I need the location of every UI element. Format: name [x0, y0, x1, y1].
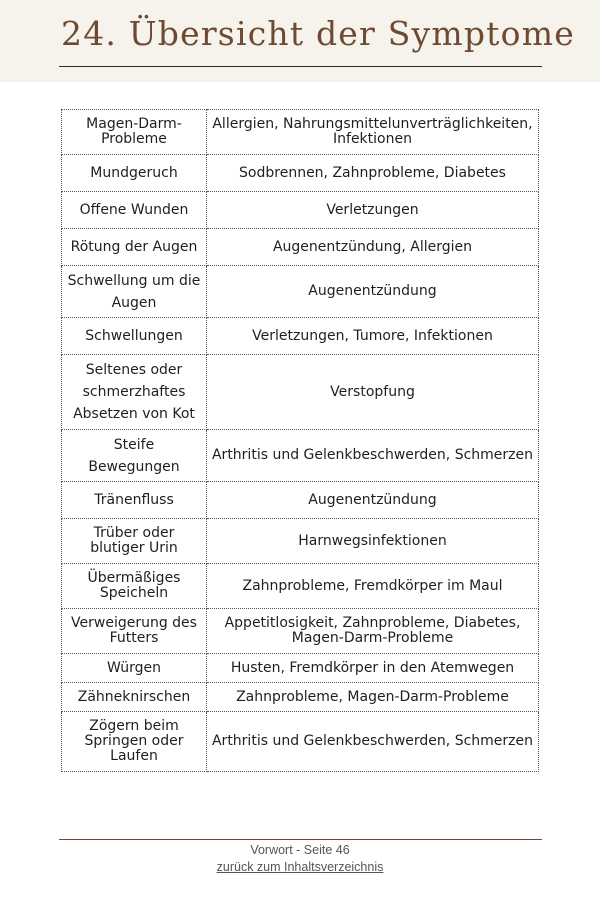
- symptom-cell: Rötung der Augen: [62, 229, 207, 266]
- symptom-cell: Übermäßiges Speicheln: [62, 564, 207, 609]
- table-row: [62, 712, 539, 772]
- table-row: [62, 482, 539, 519]
- table-row: [62, 266, 539, 318]
- cause-cell: Sodbrennen, Zahnprobleme, Diabetes: [207, 155, 539, 192]
- symptom-cell: Mundgeruch: [62, 155, 207, 192]
- cause-cell: Verstopfung: [207, 355, 539, 430]
- cause-cell: Zahnprobleme, Magen-Darm-Probleme: [207, 683, 539, 712]
- symptom-cell: Steife Bewegungen: [62, 430, 207, 482]
- page-header: [0, 0, 600, 82]
- table-row: [62, 110, 539, 155]
- table-row: [62, 192, 539, 229]
- table-row: [62, 609, 539, 654]
- table-of-contents-link[interactable]: zurück zum Inhaltsverzeichnis: [216, 860, 384, 874]
- cause-cell: Appetitlosigkeit, Zahnprobleme, Diabetes, Magen-Darm-Probleme: [207, 609, 539, 654]
- symptom-cell: Seltenes oder schmerzhaftes Absetzen von Kot: [62, 355, 207, 430]
- cause-cell: Allergien, Nahrungsmittelunverträglichkeiten, Infektionen: [207, 110, 539, 155]
- cause-cell: Augenentzündung, Allergien: [207, 229, 539, 266]
- table-row: [62, 654, 539, 683]
- table-row: [62, 155, 539, 192]
- symptom-cell: Verweigerung des Futters: [62, 609, 207, 654]
- cause-cell: Zahnprobleme, Fremdkörper im Maul: [207, 564, 539, 609]
- cause-cell: Verletzungen, Tumore, Infektionen: [207, 318, 539, 355]
- toc-link-wrapper: [0, 860, 600, 874]
- cause-cell: Augenentzündung: [207, 482, 539, 519]
- table-row: [62, 430, 539, 482]
- cause-cell: Augenentzündung: [207, 266, 539, 318]
- table-row: [62, 355, 539, 430]
- symptom-cell: Schwellung um die Augen: [62, 266, 207, 318]
- symptom-cell: Zähneknirschen: [62, 683, 207, 712]
- symptom-cell: Tränenfluss: [62, 482, 207, 519]
- cause-cell: Arthritis und Gelenkbeschwerden, Schmerzen: [207, 712, 539, 772]
- cause-cell: Harnwegsinfektionen: [207, 519, 539, 564]
- title-divider: [59, 66, 542, 67]
- symptom-cell: Offene Wunden: [62, 192, 207, 229]
- symptom-cell: Zögern beim Springen oder Laufen: [62, 712, 207, 772]
- page-title: 24. Übersicht der Symptome: [61, 14, 575, 53]
- table-row: [62, 318, 539, 355]
- table-row: [62, 519, 539, 564]
- symptom-table: [61, 109, 539, 772]
- cause-cell: Verletzungen: [207, 192, 539, 229]
- symptom-cell: Magen-Darm-Probleme: [62, 110, 207, 155]
- page-reference: Vorwort - Seite 46: [250, 843, 350, 857]
- table-row: [62, 229, 539, 266]
- cause-cell: Arthritis und Gelenkbeschwerden, Schmerzen: [207, 430, 539, 482]
- footer-divider: [59, 839, 542, 840]
- symptom-cell: Trüber oder blutiger Urin: [62, 519, 207, 564]
- table-row: [62, 564, 539, 609]
- cause-cell: Husten, Fremdkörper in den Atemwegen: [207, 654, 539, 683]
- symptom-cell: Schwellungen: [62, 318, 207, 355]
- symptom-cell: Würgen: [62, 654, 207, 683]
- table-row: [62, 683, 539, 712]
